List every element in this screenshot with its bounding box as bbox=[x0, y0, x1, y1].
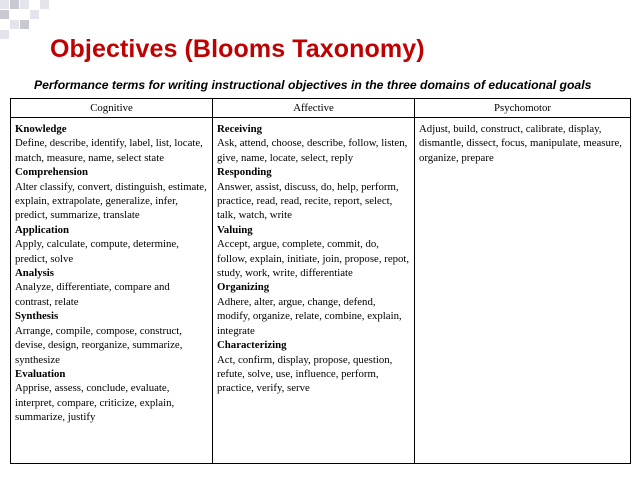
header-cognitive: Cognitive bbox=[11, 99, 213, 118]
cognitive-entry-analysis bbox=[15, 266, 208, 309]
entry-heading: Synthesis bbox=[15, 310, 59, 323]
entry-heading: Knowledge bbox=[15, 123, 67, 135]
affective-entry-responding bbox=[217, 165, 410, 223]
entry-text: Ask, attend, choose, describe, follow, listen, give, name, locate, select, reply bbox=[217, 137, 408, 164]
entry-heading: Characterizing bbox=[217, 339, 287, 352]
psychomotor-cell bbox=[415, 118, 631, 464]
entry-text: Adhere, alter, argue, change, defend, modify, organize, relate, combine, explain, integrate bbox=[217, 295, 402, 337]
entry-heading: Evaluation bbox=[15, 367, 66, 380]
taxonomy-table bbox=[10, 98, 631, 464]
affective-entry-receiving bbox=[217, 122, 410, 165]
cognitive-entry-comprehension bbox=[15, 165, 208, 223]
entry-text: Define, describe, identify, label, list, locate, match, measure, name, select state bbox=[15, 137, 203, 164]
affective-entry-characterizing bbox=[217, 338, 410, 396]
entry-heading: Analysis bbox=[15, 267, 55, 280]
entry-heading: Comprehension bbox=[15, 166, 88, 179]
cognitive-entry-evaluation bbox=[15, 367, 208, 425]
entry-heading: Receiving bbox=[217, 123, 262, 135]
cognitive-entry-synthesis bbox=[15, 309, 208, 367]
entry-heading: Organizing bbox=[217, 281, 270, 294]
entry-text: Accept, argue, complete, commit, do, follow, explain, initiate, join, propose, repot, study, work, write, differentiate bbox=[217, 238, 410, 280]
slide-title: Objectives (Blooms Taxonomy) bbox=[50, 35, 425, 63]
slide-subtitle: Performance terms for writing instructional objectives in the three domains of educational goals bbox=[34, 78, 592, 92]
entry-text: Alter classify, convert, distinguish, estimate, explain, extrapolate, generalize, infer, predict, summarize, translate bbox=[15, 180, 207, 222]
entry-heading: Responding bbox=[217, 166, 272, 179]
entry-heading: Application bbox=[15, 223, 69, 236]
entry-text: Act, confirm, display, propose, question, refute, solve, use, influence, perform, practice, verify, serve bbox=[217, 353, 393, 395]
entry-text: Arrange, compile, compose, construct, devise, design, reorganize, summarize, synthesize bbox=[15, 324, 183, 366]
entry-heading: Valuing bbox=[217, 223, 253, 236]
entry-text: Analyze, differentiate, compare and contrast, relate bbox=[15, 281, 170, 308]
table-body-row bbox=[11, 118, 631, 464]
affective-entry-valuing bbox=[217, 223, 410, 281]
affective-entry-organizing bbox=[217, 280, 410, 338]
header-affective: Affective bbox=[213, 99, 415, 118]
cognitive-cell bbox=[11, 118, 213, 464]
entry-text: Apprise, assess, conclude, evaluate, interpret, compare, criticize, explain, summarize, justify bbox=[15, 382, 175, 424]
header-psychomotor: Psychomotor bbox=[415, 99, 631, 118]
cognitive-entry-knowledge bbox=[15, 122, 208, 165]
entry-text: Apply, calculate, compute, determine, predict, solve bbox=[15, 238, 179, 265]
affective-cell bbox=[213, 118, 415, 464]
entry-text: Answer, assist, discuss, do, help, perform, practice, read, read, recite, report, select, talk, watch, write bbox=[217, 180, 399, 222]
psychomotor-text: Adjust, build, construct, calibrate, display, dismantle, dissect, focus, manipulate, measure, organize, prepare bbox=[419, 123, 622, 164]
table-header-row bbox=[11, 99, 631, 118]
cognitive-entry-application bbox=[15, 223, 208, 266]
